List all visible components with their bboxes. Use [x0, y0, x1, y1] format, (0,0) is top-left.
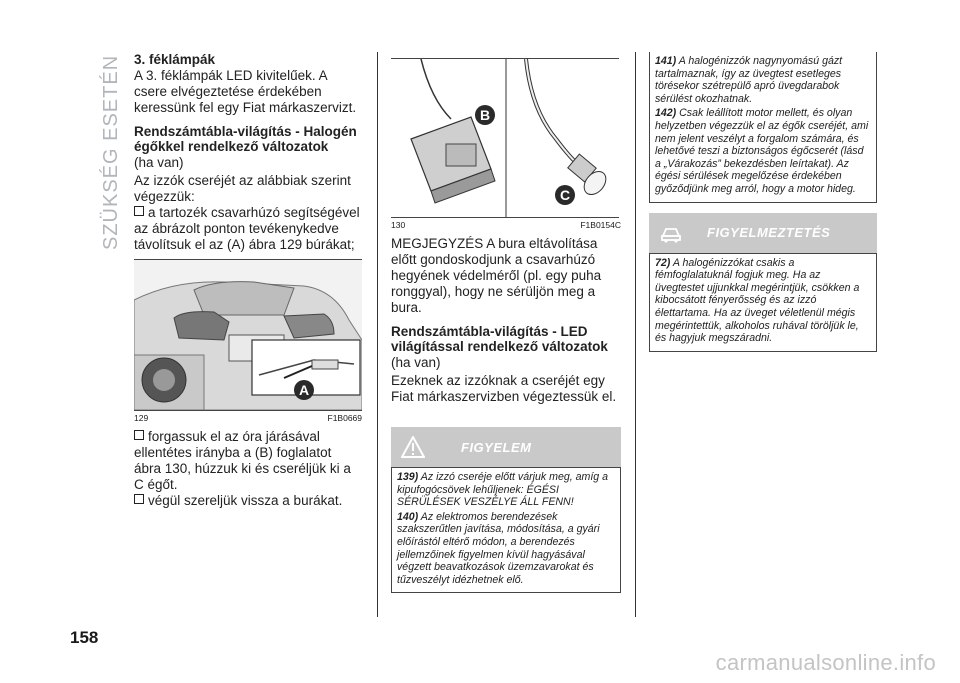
figure-number: 129	[134, 413, 149, 423]
warning-box	[391, 467, 621, 593]
alert-72: 72) A halogénizzókat csakis a fémfoglalatuknál fogjuk meg. Ha az üvegtestet ujjunkkal megérintjük, csökken a kibocsátott fényerősség és az izzó élettartama. Ha az üveget véletlenül mégis megérintettük, alkoholos ruhával töröljük le, és hagyjuk megszáradni.	[655, 256, 860, 345]
side-title-text: SZÜKSÉG ESETÉN	[100, 54, 122, 250]
figure-130-caption	[391, 220, 621, 230]
note-if-equipped: (ha van)	[134, 155, 184, 170]
figure-number: 130	[391, 220, 406, 230]
warning-title: FIGYELEM	[461, 439, 532, 455]
page-number: 158	[70, 628, 99, 647]
warning-139: 139) Az izzó cseréje előtt várjuk meg, amíg a kipufogócsövek lehűljenek: ÉGÉSI SÉRÜLÉSEK VESZÉLYE ÁLL FENN!	[397, 471, 608, 509]
column-1	[134, 52, 362, 509]
heading-brake-lights: 3. féklámpák	[134, 52, 216, 67]
warning-header	[391, 427, 621, 467]
note-paragraph: MEGJEGYZÉS A bura eltávolítása előtt gondoskodjunk a csavarhúzó hegyének védelméről (pl. egy puha ronggyal), hogy ne sérüljön meg a bura.	[391, 236, 602, 315]
warning-141: 141) A halogénizzók nagynyomású gázt tartalmaznak, így az üvegtest esetleges törésekor szétrepülő apró üvegdarabok sérülést okozhatnak.	[655, 55, 843, 105]
bulb-holder-illustration	[391, 59, 619, 217]
section-side-title	[76, 52, 122, 252]
figure-129	[134, 259, 362, 411]
alert-header	[649, 213, 877, 253]
column-divider	[635, 52, 636, 617]
figure-code: F1B0154C	[580, 220, 621, 230]
paragraph-led: Ezeknek az izzóknak a cseréjét egy Fiat márkaszervizben végeztessük el.	[391, 373, 617, 404]
checkbox-icon	[134, 494, 144, 504]
column-2	[391, 52, 621, 593]
bullet-step-3: végül szereljük vissza a burákat.	[134, 493, 362, 509]
paragraph-brake-lights: A 3. féklámpák LED kivitelűek. A csere elvégeztetése érdekében keressünk fel egy Fiat márkaszervizt.	[134, 68, 357, 115]
callout-b: B	[475, 105, 495, 125]
bullet-step-2: forgassuk el az óra járásával ellentétes irányba a (B) foglalatot ábra 130, húzzuk ki és cseréljük ki a C égőt.	[134, 429, 351, 492]
figure-130	[391, 58, 619, 218]
callout-c: C	[555, 185, 575, 205]
paragraph-procedure: Az izzók cseréjét az alábbiak szerint végezzük:	[134, 173, 351, 204]
warning-triangle-icon	[401, 436, 425, 458]
car-rear-illustration	[134, 260, 362, 410]
note-if-equipped: (ha van)	[391, 355, 441, 370]
alert-title: FIGYELMEZTETÉS	[707, 225, 831, 241]
callout-a: A	[294, 380, 314, 400]
heading-plate-led: Rendszámtábla-világítás - LED világítással rendelkező változatok	[391, 324, 608, 354]
alert-box	[649, 253, 877, 352]
warning-box-continued	[649, 52, 877, 203]
bullet-step-1: a tartozék csavarhúzó segítségével az ábrázolt ponton tevékenykedve távolítsuk el az (A) ábra 129 búrákat;	[134, 205, 360, 252]
heading-plate-halogen: Rendszámtábla-világítás - Halogén égőkkel rendelkező változatok	[134, 124, 357, 154]
car-warning-icon	[659, 222, 683, 244]
figure-code: F1B0669	[327, 413, 362, 423]
footer-watermark: carmanualsonline.info	[715, 650, 936, 675]
warning-140: 140) Az elektromos berendezések szakszerűtlen javítása, módosítása, a gyári előírástól eltérő módon, a berendezés jellemzőinek figyelmen kívül hagyásával végzett beavatkozások üzemzavarokat és tűzveszélyt idézhetnek elő.	[397, 510, 600, 586]
figure-129-caption	[134, 413, 362, 423]
checkbox-icon	[134, 430, 144, 440]
checkbox-icon	[134, 206, 144, 216]
column-divider	[377, 52, 378, 617]
column-3	[649, 52, 877, 352]
warning-142: 142) Csak leállított motor mellett, és olyan helyzetben végezzük el az égők cseréjét, ami nem jelent veszélyt a forgalom számára, és lehetővé teszi a biztonságos égőcserét (lásd a „Várakozás” bekezdésben leírtakat). Az égési sérülések megelőzése érdekében győződjünk meg arról, hogy a motor hideg.	[655, 107, 869, 195]
